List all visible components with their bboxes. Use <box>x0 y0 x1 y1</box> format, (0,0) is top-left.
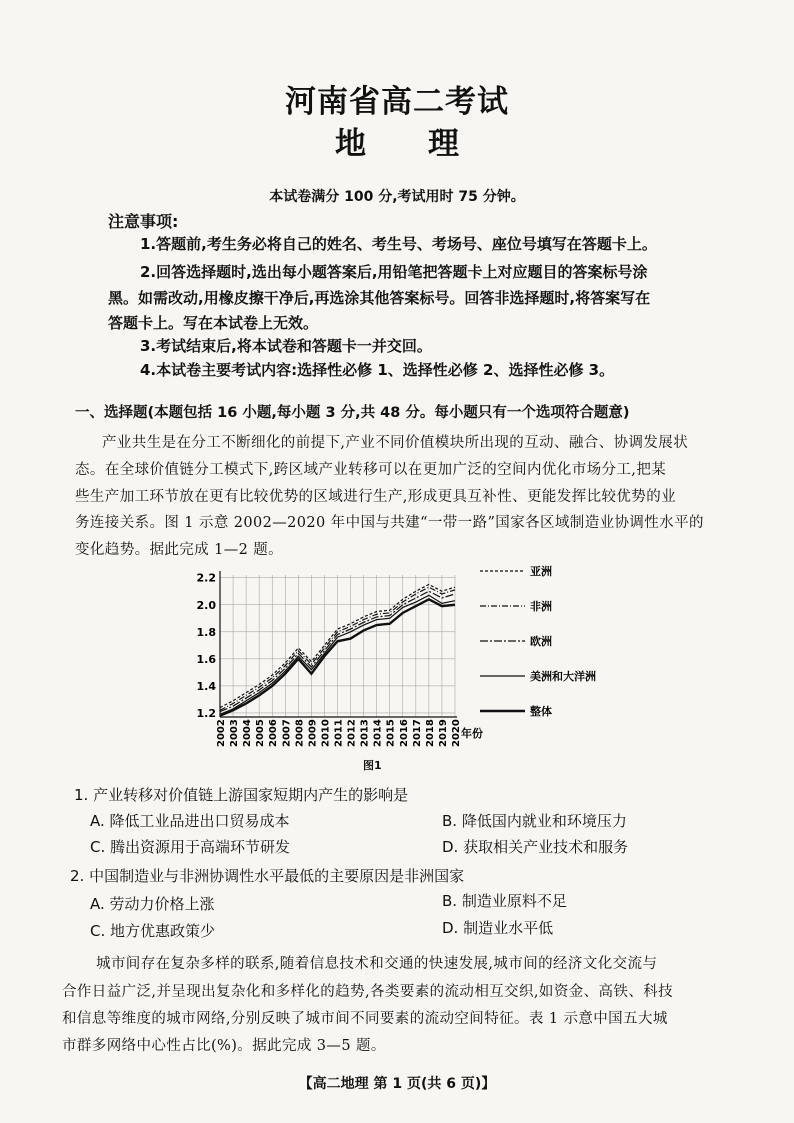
line-chart <box>180 565 640 780</box>
option-a: A. 降低工业品进出口贸易成本 <box>90 812 290 830</box>
legend-label: 亚洲 <box>530 565 552 578</box>
option-b: B. 降低国内就业和环境压力 <box>442 812 627 830</box>
passage-line: 变化趋势。据此完成 1—2 题。 <box>75 542 284 558</box>
option-c: C. 腾出资源用于高端环节研发 <box>90 838 291 856</box>
x-tick-label: 2008 <box>294 719 306 747</box>
x-tick-label: 2014 <box>372 719 384 747</box>
passage-line: 市群多网络中心性占比(%)。据此完成 3—5 题。 <box>62 1038 386 1054</box>
question-stem: 2. 中国制造业与非洲协调性水平最低的主要原因是非洲国家 <box>70 867 465 885</box>
option-a: A. 劳动力价格上涨 <box>90 895 215 913</box>
section-heading: 一、选择题(本题包括 16 小题,每小题 3 分,共 48 分。每小题只有一个选项符合题意) <box>75 405 630 421</box>
notice-line: 2.回答选择题时,选出每小题答案后,用铅笔把答题卡上对应题目的答案标号涂 <box>140 263 648 281</box>
passage-line: 务连接关系。图 1 示意 2002—2020 年中国与共建“一带一路”国家各区域制造业协调性水平的 <box>75 515 704 531</box>
notice-line: 答题卡上。写在本试卷上无效。 <box>108 314 319 332</box>
x-tick-label: 2017 <box>411 719 423 747</box>
x-tick-label: 2004 <box>242 719 254 747</box>
passage-line: 和信息等维度的城市网络,分别反映了城市间不同要素的流动空间特征。表 1 示意中国五大城 <box>62 1011 668 1027</box>
x-tick-label: 2013 <box>359 719 371 747</box>
x-axis-label: 年份 <box>461 727 483 740</box>
x-tick-label: 2002 <box>216 719 227 747</box>
passage-line: 城市间存在复杂多样的联系,随着信息技术和交通的快速发展,城市间的经济文化交流与 <box>96 956 658 972</box>
question-stem: 1. 产业转移对价值链上游国家短期内产生的影响是 <box>74 786 409 804</box>
option-b: B. 制造业原料不足 <box>442 892 567 910</box>
x-tick-label: 2010 <box>320 719 332 747</box>
passage-line: 些生产加工环节放在更有比较优势的区域进行生产,形成更具互补性、更能发挥比较优势的业 <box>75 489 677 505</box>
page-footer: 【高二地理 第 1 页(共 6 页)】 <box>298 1076 496 1092</box>
x-tick-label: 2005 <box>255 719 267 747</box>
subject-title: 地理 <box>335 126 521 162</box>
passage-line: 产业共生是在分工不断细化的前提下,产业不同价值模块所出现的互动、融合、协调发展状 <box>102 435 689 451</box>
legend-label: 非洲 <box>530 600 552 613</box>
x-tick-label: 2012 <box>346 719 358 747</box>
y-tick-label: 1.6 <box>196 652 216 666</box>
notice-line: 1.答题前,考生务必将自己的姓名、考生号、考场号、座位号填写在答题卡上。 <box>140 235 657 253</box>
y-tick-label: 2.2 <box>196 571 216 585</box>
x-tick-label: 2006 <box>268 719 280 747</box>
notice-line: 4.本试卷主要考试内容:选择性必修 1、选择性必修 2、选择性必修 3。 <box>140 361 615 379</box>
chart-caption: 图1 <box>363 759 382 772</box>
x-tick-label: 2016 <box>398 719 410 747</box>
x-tick-label: 2019 <box>437 719 449 747</box>
y-tick-label: 1.4 <box>196 679 216 693</box>
option-c: C. 地方优惠政策少 <box>90 922 216 940</box>
x-tick-label: 2007 <box>281 719 293 747</box>
x-tick-label: 2011 <box>333 719 345 747</box>
notice-line: 黑。如需改动,用橡皮擦干净后,再选涂其他答案标号。回答非选择题时,将答案写在 <box>108 289 651 307</box>
y-tick-label: 2.0 <box>196 598 216 612</box>
y-tick-label: 1.2 <box>196 706 216 720</box>
x-tick-label: 2015 <box>385 719 397 747</box>
passage-line: 态。在全球价值链分工模式下,跨区域产业转移可以在更加广泛的空间内优化市场分工,把某 <box>75 462 667 478</box>
legend-label: 整体 <box>530 705 552 718</box>
passage-line: 合作日益广泛,并呈现出复杂化和多样化的趋势,各类要素的流动相互交织,如资金、高铁、科技 <box>62 984 674 1000</box>
legend-label: 美洲和大洋洲 <box>530 670 596 683</box>
exam-title: 河南省高二考试 <box>285 84 509 120</box>
x-tick-label: 2009 <box>307 719 319 747</box>
option-d: D. 获取相关产业技术和服务 <box>442 838 629 856</box>
x-tick-label: 2003 <box>229 719 241 747</box>
x-tick-label: 2018 <box>424 719 436 747</box>
exam-info: 本试卷满分 100 分,考试用时 75 分钟。 <box>269 189 525 205</box>
y-tick-label: 1.8 <box>196 625 216 639</box>
notice-line: 3.考试结束后,将本试卷和答题卡一并交回。 <box>140 337 432 355</box>
x-tick-label: 2020 <box>451 719 462 747</box>
option-d: D. 制造业水平低 <box>442 919 554 937</box>
notice-heading: 注意事项: <box>108 212 179 231</box>
legend-label: 欧洲 <box>530 635 552 648</box>
